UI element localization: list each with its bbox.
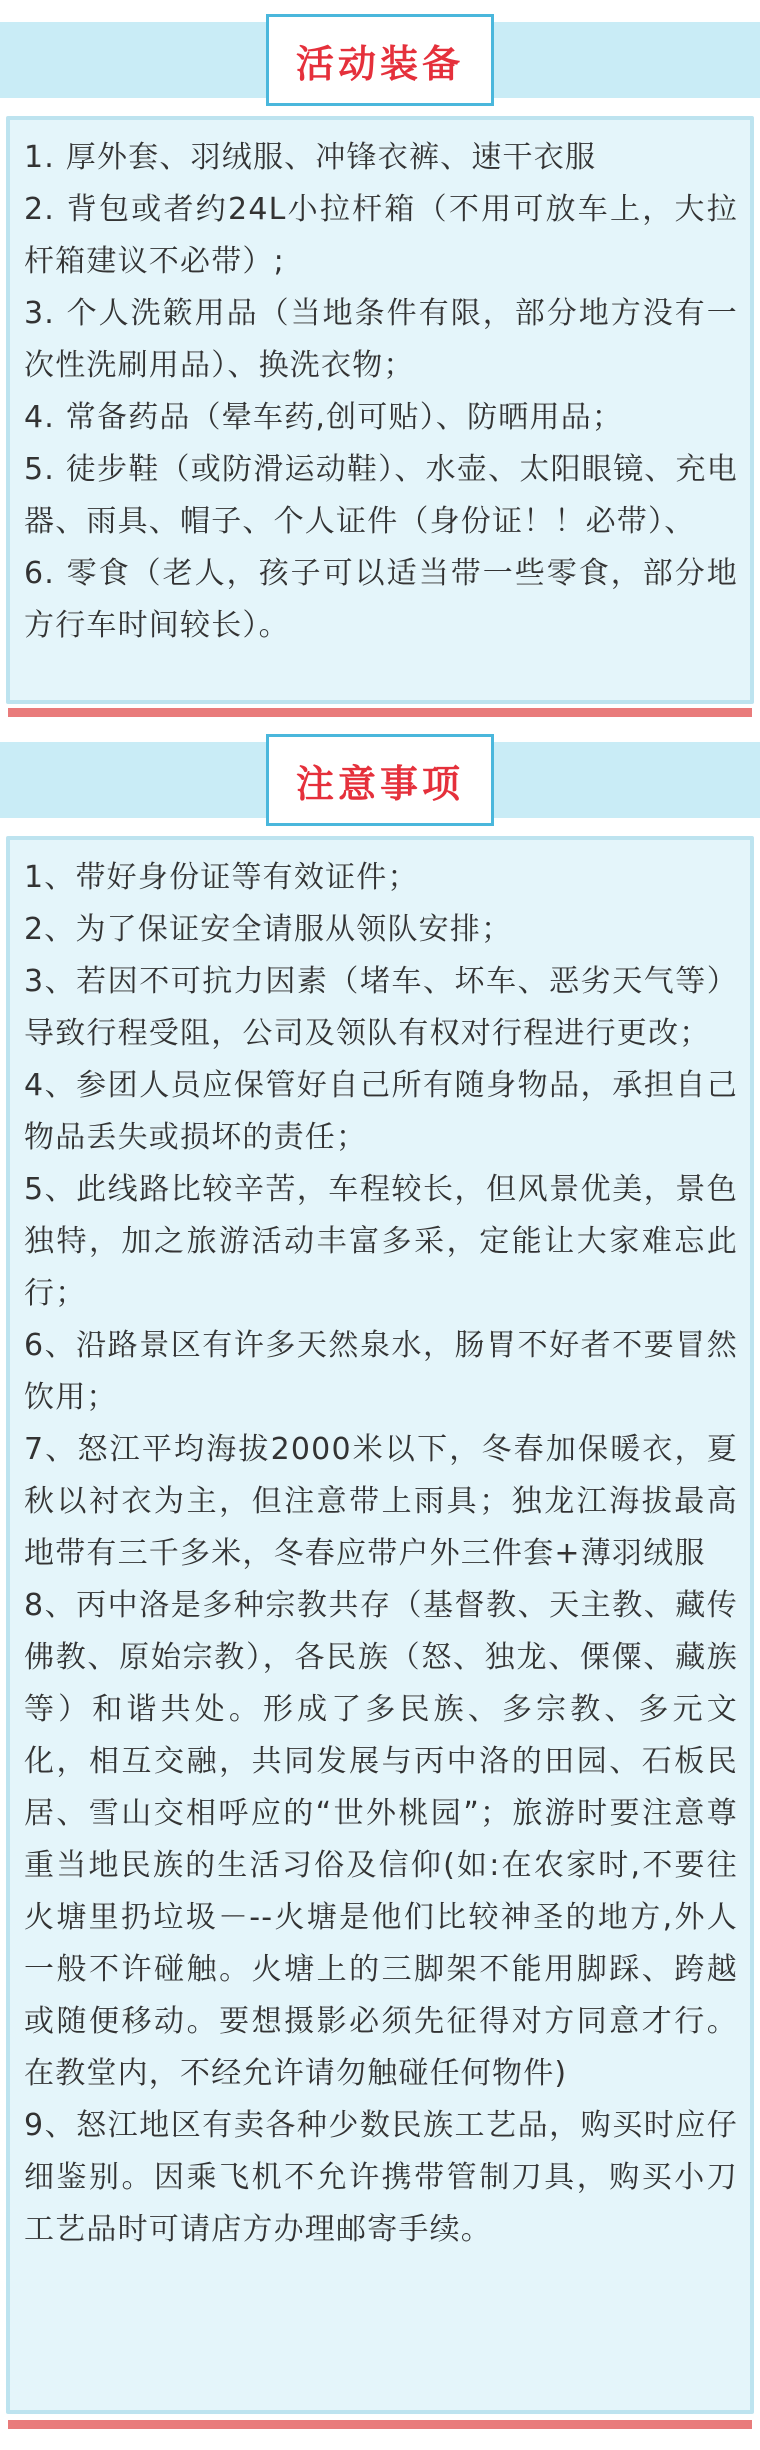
equipment-item: 1. 厚外套、羽绒服、冲锋衣裤、速干衣服 [24, 140, 597, 175]
notes-item: 7、怒江平均海拔2000米以下，冬春加保暖衣，夏秋以衬衣为主，但注意带上雨具；独龙江海拔最高地带有三千多米，冬春应带户外三件套+薄羽绒服 [24, 1432, 738, 1571]
equipment-title-box [266, 14, 494, 106]
notes-item: 4、参团人员应保管好自己所有随身物品，承担自己物品丢失或损坏的责任； [24, 1068, 738, 1155]
notes-item: 8、丙中洛是多种宗教共存（基督教、天主教、藏传佛教、原始宗教），各民族（怒、独龙、傈僳、藏族等）和谐共处。形成了多民族、多宗教、多元文化，相互交融，共同发展与丙中洛的田园、石板民居、雪山交相呼应的“世外桃园”；旅游时要注意尊重当地民族的生活习俗及信仰(如:在农家时,不要往火塘里扔垃圾－--火塘是他们比较神圣的地方,外人一般不许碰触。火塘上的三脚架不能用脚踩、跨越或随便移动。要想摄影必须先征得对方同意才行。在教堂内，不经允许请勿触碰任何物件) [24, 1588, 738, 2091]
equipment-item: 6. 零食（老人，孩子可以适当带一些零食，部分地方行车时间较长）。 [24, 556, 738, 643]
equipment-item: 3. 个人洗簌用品（当地条件有限，部分地方没有一次性洗刷用品）、换洗衣物； [24, 296, 738, 383]
notes-item: 6、沿路景区有许多天然泉水，肠胃不好者不要冒然饮用； [24, 1328, 738, 1415]
section-divider-bottom [8, 2420, 752, 2429]
equipment-list [6, 116, 754, 704]
notes-title-box [266, 734, 494, 826]
notes-item: 1、带好身份证等有效证件； [24, 860, 419, 895]
notes-list [6, 836, 754, 2414]
notes-item: 3、若因不可抗力因素（堵车、坏车、恶劣天气等）导致行程受阻，公司及领队有权对行程进行更改； [24, 964, 738, 1051]
notes-item: 2、为了保证安全请服从领队安排； [24, 912, 513, 947]
section-divider [8, 708, 752, 717]
notes-item: 5、此线路比较辛苦，车程较长，但风景优美，景色独特，加之旅游活动丰富多采，定能让大家难忘此行； [24, 1172, 738, 1311]
equipment-item: 5. 徒步鞋（或防滑运动鞋）、水壶、太阳眼镜、充电器、雨具、帽子、个人证件（身份证！！必带）、 [24, 452, 738, 539]
equipment-title: 活动装备 [295, 41, 464, 86]
notes-title: 注意事项 [295, 761, 464, 806]
equipment-item: 4. 常备药品（晕车药,创可贴）、防晒用品； [24, 400, 624, 435]
notes-item: 9、怒江地区有卖各种少数民族工艺品，购买时应仔细鉴别。因乘飞机不允许携带管制刀具，购买小刀工艺品时可请店方办理邮寄手续。 [24, 2108, 738, 2247]
equipment-item: 2. 背包或者约24L小拉杆箱（不用可放车上，大拉杆箱建议不必带）; [24, 192, 738, 279]
